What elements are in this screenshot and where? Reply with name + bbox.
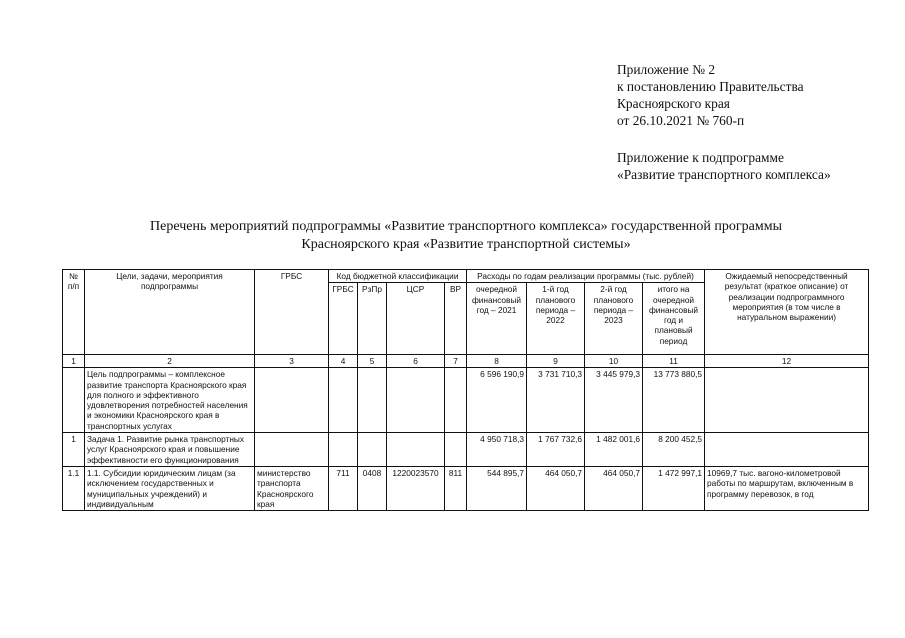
- row-num: 1.1: [63, 466, 85, 510]
- header-result: Ожидаемый непосредственный результат (краткое описание) от реализации подпрограммного мероприятия (в том числе в натуральном выражении): [705, 270, 869, 355]
- row-rzpr: [358, 433, 387, 467]
- row-y2022: 1 767 732,6: [527, 433, 585, 467]
- column-number-row: [63, 355, 869, 368]
- column-number: 4: [329, 355, 358, 368]
- row-grbs: [255, 368, 329, 433]
- row-vr: [445, 368, 467, 433]
- appendix-block: [617, 61, 831, 183]
- header-row: [63, 270, 869, 283]
- row-text: 1.1. Субсидии юридическим лицам (за исключением государственных и муниципальных учреждений) и индивидуальным: [85, 466, 255, 510]
- row-code-grbs: 711: [329, 466, 358, 510]
- row-csr: [387, 433, 445, 467]
- header-year-total: итого на очередной финансовый год и плановый период: [643, 283, 705, 355]
- row-num: 1: [63, 433, 85, 467]
- column-number: 2: [85, 355, 255, 368]
- table-row: [63, 368, 869, 433]
- column-number: 8: [467, 355, 527, 368]
- table-row: [63, 466, 869, 510]
- row-y2022: 3 731 710,3: [527, 368, 585, 433]
- row-num: [63, 368, 85, 433]
- row-total: 1 472 997,1: [643, 466, 705, 510]
- row-code-grbs: [329, 368, 358, 433]
- row-y2021: 544 895,7: [467, 466, 527, 510]
- header-code-csr: ЦСР: [387, 283, 445, 355]
- header-num: № п/п: [63, 270, 85, 355]
- measures-table: [62, 269, 869, 511]
- column-number: 6: [387, 355, 445, 368]
- row-rzpr: [358, 368, 387, 433]
- header-code-grbs: ГРБС: [329, 283, 358, 355]
- header-year-2023: 2-й год планового периода – 2023: [585, 283, 643, 355]
- row-csr: [387, 368, 445, 433]
- appendix-line: от 26.10.2021 № 760-п: [617, 113, 745, 128]
- header-goals: Цели, задачи, мероприятия подпрограммы: [85, 270, 255, 355]
- row-vr: [445, 433, 467, 467]
- header-budget-code: Код бюджетной классификации: [329, 270, 467, 283]
- header-code-rzpr: РзПр: [358, 283, 387, 355]
- row-y2022: 464 050,7: [527, 466, 585, 510]
- row-result: 10969,7 тыс. вагоно-километровой работы по маршрутам, включенным в программу перевозок, в год: [705, 466, 869, 510]
- header-year-2021: очередной финансовый год – 2021: [467, 283, 527, 355]
- row-grbs: министерство транспорта Красноярского края: [255, 466, 329, 510]
- row-result: [705, 433, 869, 467]
- row-y2021: 6 596 190,9: [467, 368, 527, 433]
- row-vr: 811: [445, 466, 467, 510]
- appendix-line: Приложение № 2: [617, 62, 716, 77]
- column-number: 11: [643, 355, 705, 368]
- column-number: 12: [705, 355, 869, 368]
- column-number: 5: [358, 355, 387, 368]
- appendix-line: Красноярского края: [617, 96, 730, 111]
- column-number: 7: [445, 355, 467, 368]
- table-row: [63, 433, 869, 467]
- header-grbs: ГРБС: [255, 270, 329, 355]
- row-y2023: 3 445 979,3: [585, 368, 643, 433]
- row-grbs: [255, 433, 329, 467]
- row-text: Цель подпрограммы – комплексное развитие транспорта Красноярского края для полного и эффективного удовлетворения потребностей населения и экономики Красноярского края в транспортных услугах: [85, 368, 255, 433]
- column-number: 3: [255, 355, 329, 368]
- row-csr: 1220023570: [387, 466, 445, 510]
- column-number: 1: [63, 355, 85, 368]
- title-line: Красноярского края «Развитие транспортной системы»: [301, 237, 631, 252]
- row-y2023: 464 050,7: [585, 466, 643, 510]
- header-expenses: Расходы по годам реализации программы (тыс. рублей): [467, 270, 705, 283]
- row-total: 8 200 452,5: [643, 433, 705, 467]
- header-year-2022: 1-й год планового периода – 2022: [527, 283, 585, 355]
- appendix-line: Приложение к подпрограмме: [617, 150, 784, 165]
- column-number: 9: [527, 355, 585, 368]
- row-y2021: 4 950 718,3: [467, 433, 527, 467]
- appendix-line: к постановлению Правительства: [617, 79, 804, 94]
- column-number: 10: [585, 355, 643, 368]
- title-line: Перечень мероприятий подпрограммы «Развитие транспортного комплекса» государственной программы: [150, 219, 782, 234]
- row-text: Задача 1. Развитие рынка транспортных услуг Красноярского края и повышение эффективности его функционирования: [85, 433, 255, 467]
- row-y2023: 1 482 001,6: [585, 433, 643, 467]
- header-code-vr: ВР: [445, 283, 467, 355]
- row-rzpr: 0408: [358, 466, 387, 510]
- row-code-grbs: [329, 433, 358, 467]
- row-result: [705, 368, 869, 433]
- row-total: 13 773 880,5: [643, 368, 705, 433]
- appendix-line: «Развитие транспортного комплекса»: [617, 167, 831, 182]
- document-title: [60, 218, 872, 254]
- appendix-gap: [617, 129, 831, 149]
